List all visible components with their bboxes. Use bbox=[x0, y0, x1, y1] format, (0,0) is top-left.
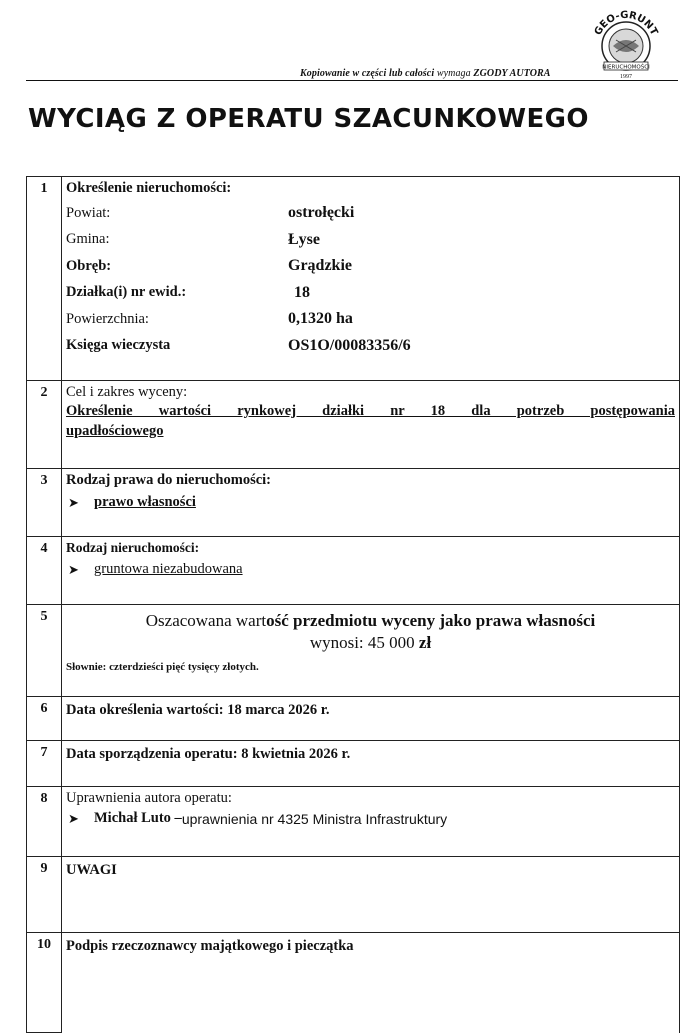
section-4-heading: Rodzaj nieruchomości: bbox=[66, 540, 200, 555]
arrow-bullet-icon: ➤ bbox=[68, 561, 79, 577]
section-number: 9 bbox=[27, 857, 62, 933]
property-row bbox=[66, 280, 675, 307]
logo-year: 1997 bbox=[620, 74, 632, 80]
property-row bbox=[66, 253, 675, 280]
section-7-row bbox=[27, 741, 680, 787]
section-number: 2 bbox=[27, 381, 62, 469]
property-type-value: gruntowa niezabudowana bbox=[94, 561, 243, 577]
geo-grunt-logo bbox=[588, 6, 664, 82]
copyright-notice bbox=[300, 68, 551, 79]
valuation-date: Data określenia wartości: 18 marca 2026 r. bbox=[66, 702, 330, 718]
section-number: 6 bbox=[27, 697, 62, 741]
section-4-body bbox=[62, 537, 680, 605]
section-3-heading: Rodzaj prawa do nieruchomości: bbox=[66, 472, 272, 488]
section-2-body bbox=[62, 381, 680, 469]
section-7-body bbox=[62, 741, 680, 787]
signature-heading: Podpis rzeczoznawcy majątkowego i pieczątka bbox=[66, 938, 354, 954]
section-9-row bbox=[27, 857, 680, 933]
section-3-body bbox=[62, 469, 680, 537]
arrow-bullet-icon: ➤ bbox=[68, 494, 79, 510]
right-type-value: prawo własności bbox=[94, 494, 196, 510]
author-name: Michał Luto – bbox=[94, 810, 182, 826]
valuation-in-words: Słownie: czterdzieści pięć tysięcy złotych. bbox=[66, 661, 259, 673]
section-5-row bbox=[27, 605, 680, 697]
property-value: OS1O/00083356/6 bbox=[288, 336, 411, 354]
copyright-mid: wymaga bbox=[434, 68, 474, 79]
header-rule bbox=[26, 80, 678, 81]
extract-table bbox=[26, 176, 680, 1033]
report-date: Data sporządzenia operatu: 8 kwietnia 2026 r. bbox=[66, 746, 351, 762]
section-2-heading: Cel i zakres wyceny: bbox=[66, 384, 188, 400]
property-row bbox=[66, 306, 675, 333]
section-8-row bbox=[27, 787, 680, 857]
list-item bbox=[66, 494, 675, 511]
property-row bbox=[66, 333, 675, 360]
section-8-heading: Uprawnienia autora operatu: bbox=[66, 790, 232, 806]
section-1-heading: Określenie nieruchomości: bbox=[66, 180, 232, 196]
property-value: 0,1320 ha bbox=[288, 310, 353, 328]
section-number: 8 bbox=[27, 787, 62, 857]
valuation-amount bbox=[66, 633, 675, 653]
property-value: 18 bbox=[294, 283, 310, 301]
section-4-row bbox=[27, 537, 680, 605]
property-label: Powierzchnia: bbox=[66, 310, 149, 327]
section-9-body bbox=[62, 857, 680, 933]
section-number: 4 bbox=[27, 537, 62, 605]
list-item bbox=[66, 561, 675, 578]
list-item bbox=[66, 810, 675, 827]
property-label: Obręb: bbox=[66, 257, 112, 274]
property-value: ostrołęcki bbox=[288, 204, 355, 222]
section-number: 1 bbox=[27, 177, 62, 381]
author-license: uprawnienia nr 4325 Ministra Infrastruktury bbox=[181, 810, 448, 827]
section-1-row bbox=[27, 177, 680, 381]
logo-top-text: GEO-GRUNT bbox=[592, 9, 660, 38]
logo-bottom-text: NIERUCHOMOŚCI bbox=[602, 64, 650, 71]
section-3-row bbox=[27, 469, 680, 537]
section-number: 7 bbox=[27, 741, 62, 787]
section-6-row bbox=[27, 697, 680, 741]
section-6-body bbox=[62, 697, 680, 741]
property-value: Łyse bbox=[288, 230, 320, 248]
valuation-purpose-cont: upadłościowego bbox=[66, 423, 164, 439]
section-number: 10 bbox=[27, 933, 62, 1033]
arrow-bullet-icon: ➤ bbox=[68, 810, 79, 826]
section-8-body bbox=[62, 787, 680, 857]
property-row bbox=[66, 227, 675, 254]
section-5-body bbox=[62, 605, 680, 697]
property-value: Grądzkie bbox=[288, 257, 352, 275]
valuation-text-a: Oszacowana wart bbox=[145, 611, 267, 630]
copyright-post: ZGODY AUTORA bbox=[473, 68, 551, 79]
valuation-text-b: ość przedmiotu wyceny jako prawa własności bbox=[266, 611, 596, 630]
valuation-statement bbox=[66, 611, 675, 631]
valuation-purpose: Określenie wartości rynkowej działki nr 18 dla potrzeb postępowania bbox=[66, 403, 675, 419]
section-number: 3 bbox=[27, 469, 62, 537]
valuation-currency: zł bbox=[418, 633, 432, 652]
property-label: Gmina: bbox=[66, 231, 110, 248]
copyright-pre: Kopiowanie w części lub całości bbox=[300, 68, 435, 79]
valuation-amount-text: wynosi: 45 000 bbox=[309, 633, 419, 652]
section-1-body bbox=[62, 177, 680, 381]
page-title: WYCIĄG Z OPERATU SZACUNKOWEGO bbox=[28, 104, 589, 134]
property-label: Księga wieczysta bbox=[66, 337, 171, 354]
section-2-row bbox=[27, 381, 680, 469]
section-number: 5 bbox=[27, 605, 62, 697]
section-10-body bbox=[62, 933, 680, 1033]
remarks-heading: UWAGI bbox=[66, 862, 117, 878]
property-row bbox=[66, 200, 675, 227]
section-10-row bbox=[27, 933, 680, 1033]
property-label: Powiat: bbox=[66, 204, 111, 221]
property-label: Działka(i) nr ewid.: bbox=[66, 284, 187, 301]
